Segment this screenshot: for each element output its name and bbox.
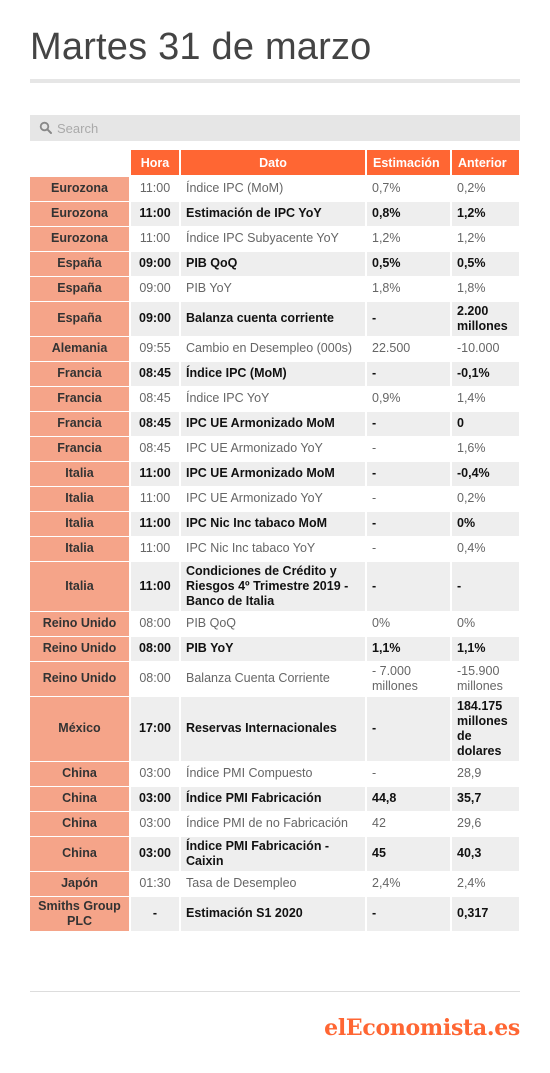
time-cell: 11:00 <box>130 486 180 511</box>
table-row <box>30 486 520 511</box>
table-row <box>30 661 520 696</box>
table-row <box>30 251 520 276</box>
previous-cell: 35,7 <box>451 786 520 811</box>
previous-cell: 0% <box>451 511 520 536</box>
indicator-cell: Estimación de IPC YoY <box>180 201 366 226</box>
table-row <box>30 336 520 361</box>
country-cell: China <box>30 761 130 786</box>
estimate-cell: 42 <box>366 811 451 836</box>
indicator-cell: PIB YoY <box>180 276 366 301</box>
time-cell: 08:00 <box>130 661 180 696</box>
time-cell: 08:45 <box>130 361 180 386</box>
table-row <box>30 536 520 561</box>
previous-cell: -0,4% <box>451 461 520 486</box>
estimate-cell: - <box>366 696 451 761</box>
previous-cell: - <box>451 561 520 611</box>
country-cell: Francia <box>30 411 130 436</box>
country-cell: Eurozona <box>30 226 130 251</box>
estimate-cell: 0% <box>366 611 451 636</box>
country-cell: México <box>30 696 130 761</box>
country-cell: China <box>30 786 130 811</box>
estimate-cell: 22.500 <box>366 336 451 361</box>
table-row <box>30 636 520 661</box>
header-anterior[interactable]: Anterior <box>451 150 520 176</box>
country-cell: Francia <box>30 436 130 461</box>
country-cell: China <box>30 811 130 836</box>
estimate-cell: - <box>366 896 451 931</box>
indicator-cell: Índice IPC YoY <box>180 386 366 411</box>
table-row <box>30 696 520 761</box>
indicator-cell: Balanza Cuenta Corriente <box>180 661 366 696</box>
estimate-cell: 0,7% <box>366 176 451 201</box>
time-cell: 03:00 <box>130 836 180 871</box>
time-cell: 09:00 <box>130 251 180 276</box>
previous-cell: 0,4% <box>451 536 520 561</box>
table-row <box>30 761 520 786</box>
previous-cell: 2,4% <box>451 871 520 896</box>
indicator-cell: Estimación S1 2020 <box>180 896 366 931</box>
footer-divider <box>30 991 520 992</box>
country-cell: Eurozona <box>30 201 130 226</box>
time-cell: 11:00 <box>130 561 180 611</box>
indicator-cell: IPC UE Armonizado YoY <box>180 486 366 511</box>
estimate-cell: 44,8 <box>366 786 451 811</box>
table-row <box>30 511 520 536</box>
time-cell: 08:45 <box>130 436 180 461</box>
indicator-cell: Índice PMI Fabricación - Caixin <box>180 836 366 871</box>
search-icon <box>39 121 53 135</box>
estimate-cell: - <box>366 461 451 486</box>
indicator-cell: Reservas Internacionales <box>180 696 366 761</box>
indicator-cell: IPC UE Armonizado MoM <box>180 411 366 436</box>
page-title: Martes 31 de marzo <box>30 26 372 68</box>
time-cell: 11:00 <box>130 461 180 486</box>
time-cell: 09:00 <box>130 301 180 336</box>
table-row <box>30 611 520 636</box>
country-cell: Alemania <box>30 336 130 361</box>
country-cell: Reino Unido <box>30 661 130 696</box>
time-cell: 11:00 <box>130 536 180 561</box>
indicator-cell: IPC UE Armonizado YoY <box>180 436 366 461</box>
previous-cell: 1,1% <box>451 636 520 661</box>
indicator-cell: Índice PMI de no Fabricación <box>180 811 366 836</box>
estimate-cell: - <box>366 511 451 536</box>
table-row <box>30 871 520 896</box>
estimate-cell: - <box>366 436 451 461</box>
country-cell: Italia <box>30 461 130 486</box>
country-cell: China <box>30 836 130 871</box>
country-cell: Reino Unido <box>30 636 130 661</box>
indicator-cell: IPC Nic Inc tabaco YoY <box>180 536 366 561</box>
estimate-cell: - <box>366 486 451 511</box>
time-cell: 11:00 <box>130 201 180 226</box>
estimate-cell: 1,2% <box>366 226 451 251</box>
previous-cell: 0 <box>451 411 520 436</box>
estimate-cell: - <box>366 361 451 386</box>
time-cell: 08:45 <box>130 386 180 411</box>
previous-cell: 0,5% <box>451 251 520 276</box>
economic-calendar-table <box>30 150 521 932</box>
title-divider <box>30 79 520 83</box>
time-cell: 09:55 <box>130 336 180 361</box>
table-row <box>30 836 520 871</box>
indicator-cell: Índice IPC (MoM) <box>180 361 366 386</box>
time-cell: 11:00 <box>130 176 180 201</box>
indicator-cell: IPC UE Armonizado MoM <box>180 461 366 486</box>
table-row <box>30 276 520 301</box>
estimate-cell: - <box>366 411 451 436</box>
time-cell: - <box>130 896 180 931</box>
table-row <box>30 386 520 411</box>
country-cell: Italia <box>30 561 130 611</box>
table-row <box>30 811 520 836</box>
header-hora[interactable]: Hora <box>130 150 180 176</box>
time-cell: 09:00 <box>130 276 180 301</box>
previous-cell: 0,2% <box>451 486 520 511</box>
estimate-cell: 1,8% <box>366 276 451 301</box>
header-dato[interactable]: Dato <box>180 150 366 176</box>
country-cell: Smiths Group PLC <box>30 896 130 931</box>
country-cell: España <box>30 251 130 276</box>
table-header-row <box>30 150 520 176</box>
country-cell: España <box>30 301 130 336</box>
previous-cell: 0% <box>451 611 520 636</box>
table-row <box>30 436 520 461</box>
estimate-cell: 2,4% <box>366 871 451 896</box>
estimate-cell: 0,9% <box>366 386 451 411</box>
country-cell: Japón <box>30 871 130 896</box>
indicator-cell: PIB YoY <box>180 636 366 661</box>
table-row <box>30 301 520 336</box>
time-cell: 11:00 <box>130 226 180 251</box>
time-cell: 03:00 <box>130 761 180 786</box>
previous-cell: 1,8% <box>451 276 520 301</box>
search-bar[interactable] <box>30 115 520 141</box>
previous-cell: -0,1% <box>451 361 520 386</box>
previous-cell: 0,317 <box>451 896 520 931</box>
previous-cell: 28,9 <box>451 761 520 786</box>
previous-cell: 1,4% <box>451 386 520 411</box>
table-row <box>30 561 520 611</box>
estimate-cell: - <box>366 301 451 336</box>
country-cell: Francia <box>30 361 130 386</box>
time-cell: 03:00 <box>130 811 180 836</box>
table-row <box>30 786 520 811</box>
table-row <box>30 361 520 386</box>
country-cell: España <box>30 276 130 301</box>
time-cell: 03:00 <box>130 786 180 811</box>
header-estimacion[interactable]: Estimación <box>366 150 451 176</box>
estimate-cell: - <box>366 761 451 786</box>
country-cell: Reino Unido <box>30 611 130 636</box>
country-cell: Italia <box>30 511 130 536</box>
search-input[interactable] <box>57 121 457 136</box>
indicator-cell: IPC Nic Inc tabaco MoM <box>180 511 366 536</box>
estimate-cell: - 7.000 millones <box>366 661 451 696</box>
estimate-cell: 1,1% <box>366 636 451 661</box>
previous-cell: 2.200 millones <box>451 301 520 336</box>
header-country[interactable] <box>30 150 130 176</box>
indicator-cell: Cambio en Desempleo (000s) <box>180 336 366 361</box>
time-cell: 08:00 <box>130 636 180 661</box>
previous-cell: -10.000 <box>451 336 520 361</box>
indicator-cell: Índice PMI Fabricación <box>180 786 366 811</box>
previous-cell: -15.900 millones <box>451 661 520 696</box>
previous-cell: 40,3 <box>451 836 520 871</box>
previous-cell: 1,6% <box>451 436 520 461</box>
indicator-cell: Índice IPC (MoM) <box>180 176 366 201</box>
indicator-cell: Balanza cuenta corriente <box>180 301 366 336</box>
country-cell: Italia <box>30 486 130 511</box>
estimate-cell: 0,5% <box>366 251 451 276</box>
estimate-cell: 45 <box>366 836 451 871</box>
time-cell: 11:00 <box>130 511 180 536</box>
table-row <box>30 411 520 436</box>
indicator-cell: Condiciones de Crédito y Riesgos 4º Trimestre 2019 - Banco de Italia <box>180 561 366 611</box>
country-cell: Francia <box>30 386 130 411</box>
table-row <box>30 201 520 226</box>
previous-cell: 29,6 <box>451 811 520 836</box>
previous-cell: 1,2% <box>451 226 520 251</box>
estimate-cell: - <box>366 536 451 561</box>
indicator-cell: PIB QoQ <box>180 251 366 276</box>
table-row <box>30 226 520 251</box>
table-row <box>30 461 520 486</box>
time-cell: 01:30 <box>130 871 180 896</box>
indicator-cell: Tasa de Desempleo <box>180 871 366 896</box>
estimate-cell: 0,8% <box>366 201 451 226</box>
estimate-cell: - <box>366 561 451 611</box>
previous-cell: 0,2% <box>451 176 520 201</box>
time-cell: 08:45 <box>130 411 180 436</box>
time-cell: 17:00 <box>130 696 180 761</box>
country-cell: Eurozona <box>30 176 130 201</box>
time-cell: 08:00 <box>130 611 180 636</box>
previous-cell: 1,2% <box>451 201 520 226</box>
previous-cell: 184.175 millones de dolares <box>451 696 520 761</box>
table-row <box>30 896 520 931</box>
table-row <box>30 176 520 201</box>
country-cell: Italia <box>30 536 130 561</box>
indicator-cell: Índice PMI Compuesto <box>180 761 366 786</box>
indicator-cell: PIB QoQ <box>180 611 366 636</box>
logo: elEconomista.es <box>324 1015 520 1041</box>
indicator-cell: Índice IPC Subyacente YoY <box>180 226 366 251</box>
